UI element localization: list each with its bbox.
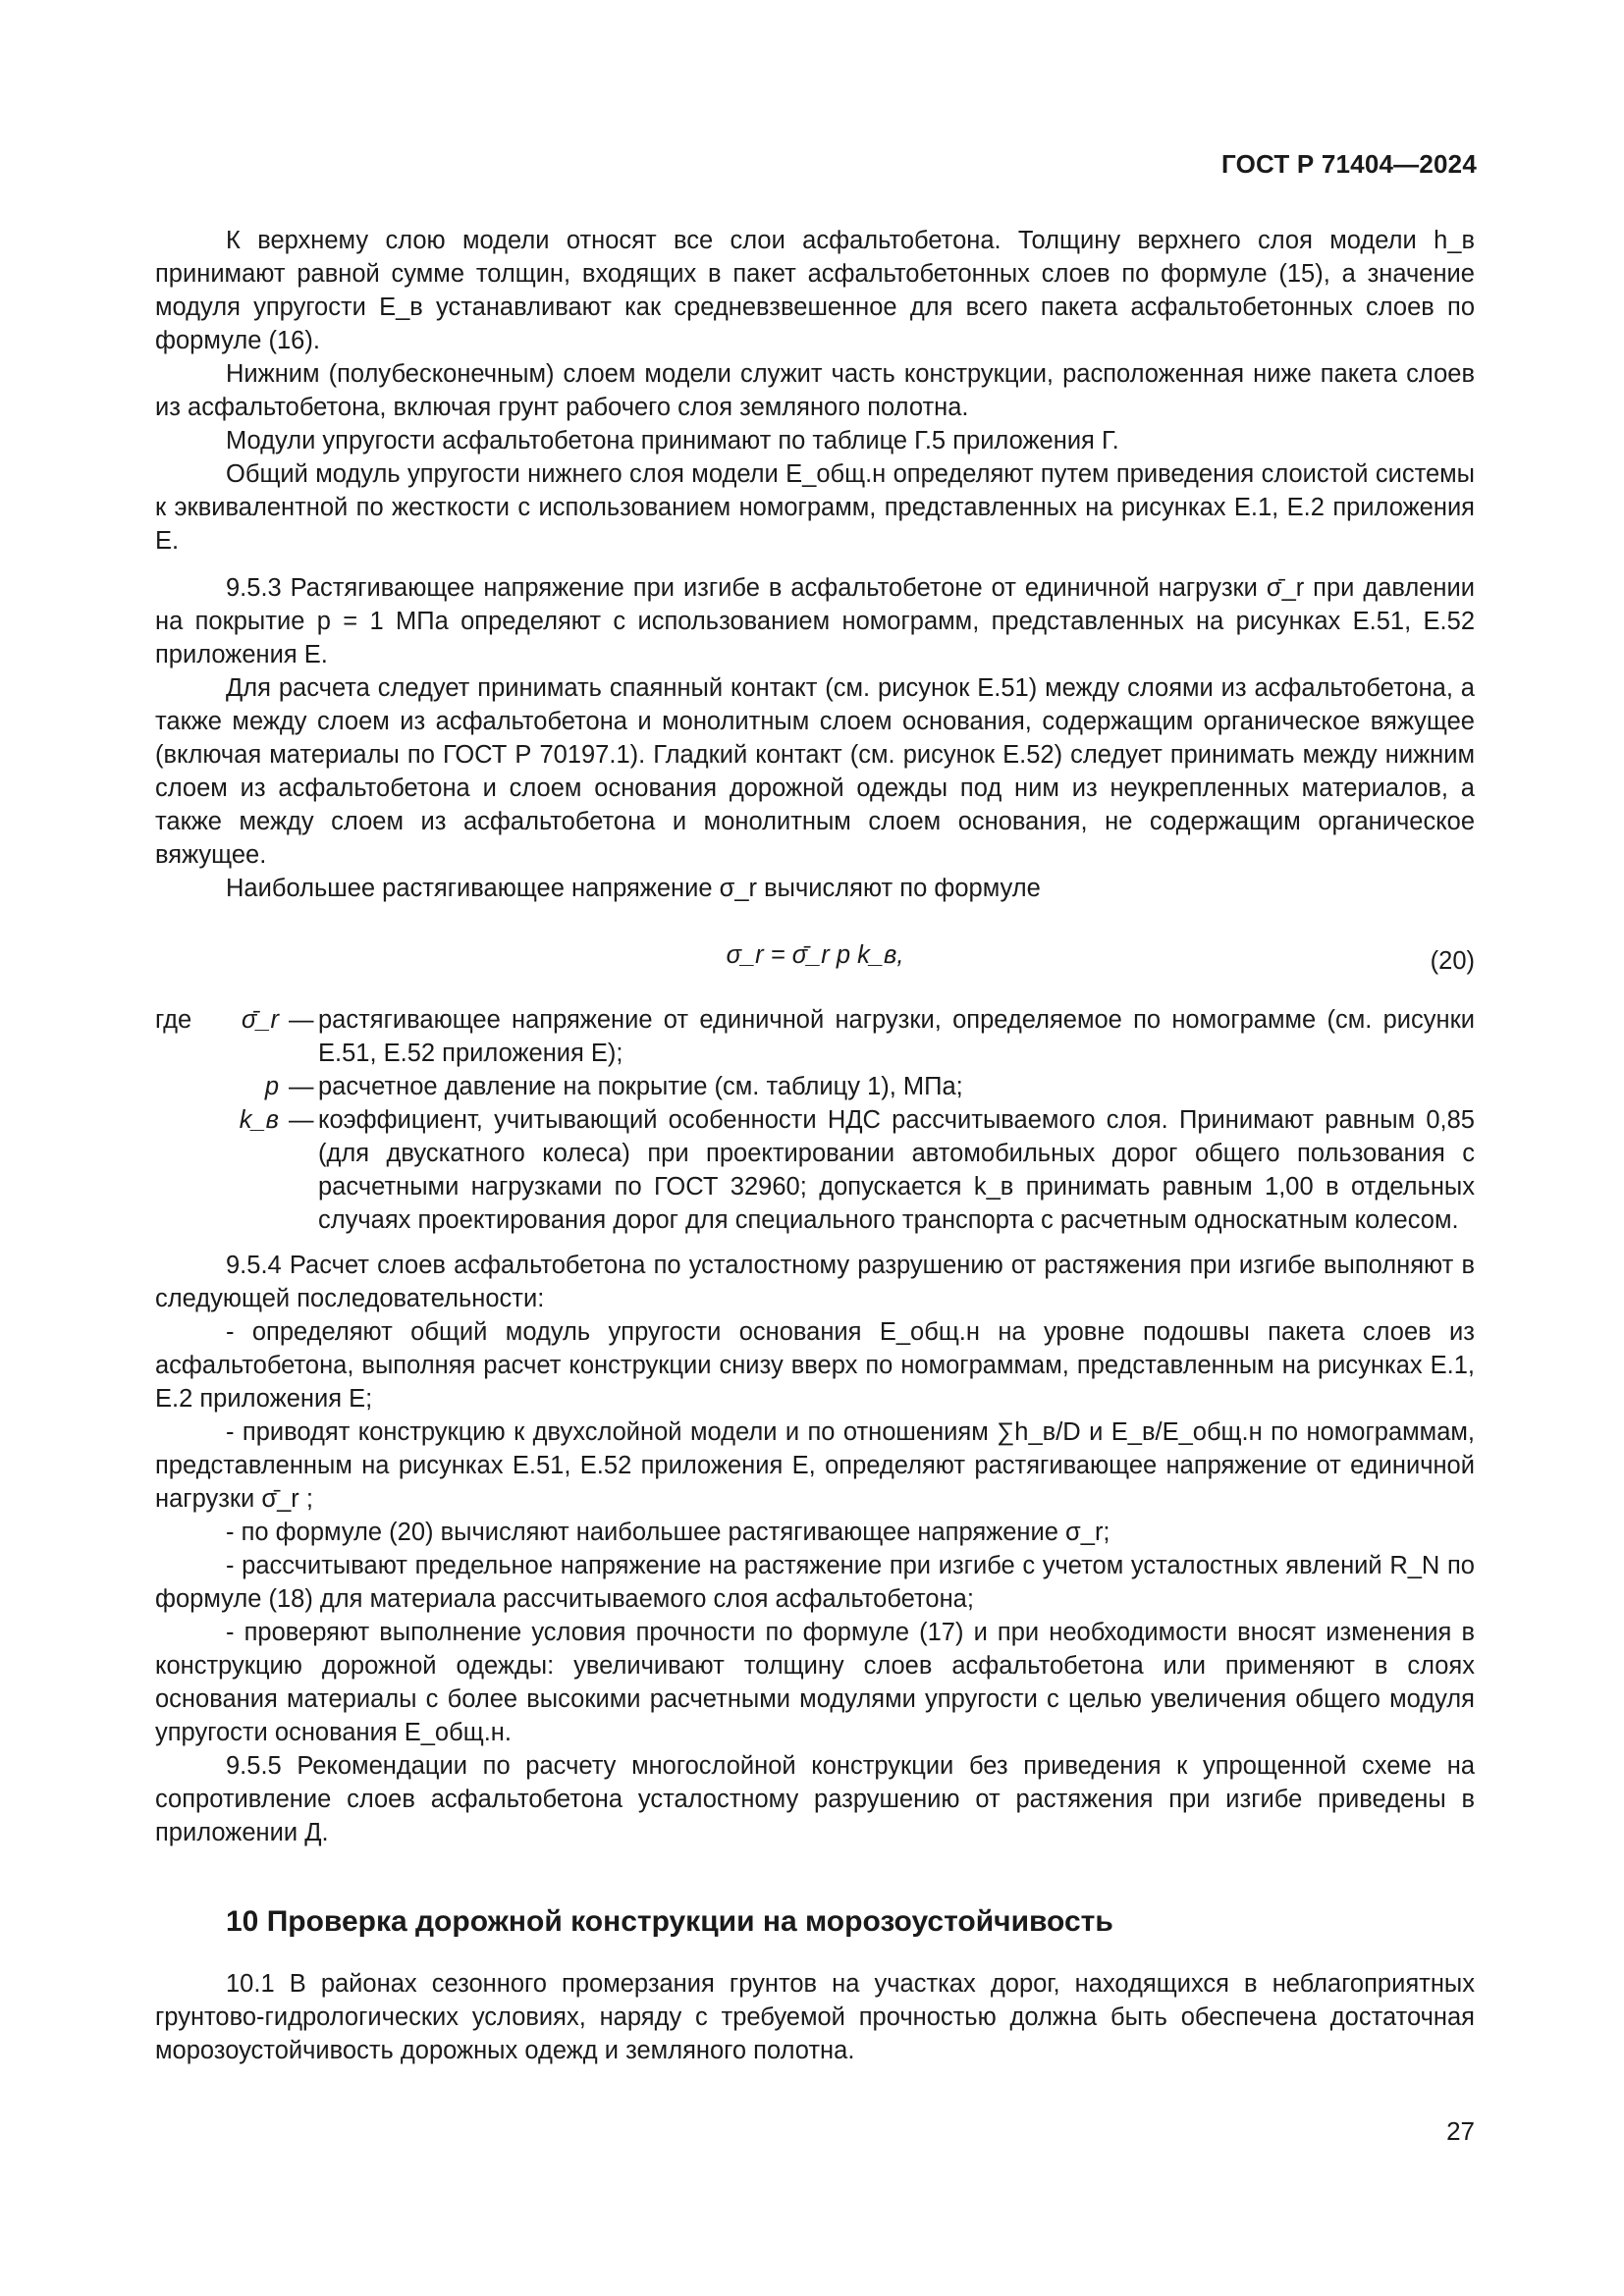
paragraph: Модули упругости асфальтобетона принимают по таблице Г.5 приложения Г. [226,427,1119,454]
definition-p: p — расчетное давление на покрытие (см. таблицу 1), МПа; [155,1070,1475,1103]
paragraph: Для расчета следует принимать спаянный контакт (см. рисунок Е.51) между слоями из асфальтобетона, а также между слоем из асфальтобетона и монолитным слоем основания, содержащим органическое вяжущее (включая материалы по ГОСТ Р 70197.1). Гладкий контакт (см. рисунок Е.52) следует принимать между нижним слоем из асфальтобетона и слоем основания дорожной одежды под ним из неукрепленных материалов, а также между слоем из асфальтобетона и монолитным слоем основания, не содержащим органическое вяжущее. [155,674,1475,869]
formula-number: (20) [1430,947,1475,975]
clause-9-5-3: 9.5.3 Растягивающее напряжение при изгибе в асфальтобетоне от единичной нагрузки σ̄_r при давлении на покрытие p = 1 МПа определяют с использованием номограмм, представленных на рисунках Е.51, Е.52 приложения Е. [155,574,1475,668]
definition-symbol: σ̄_r [241,1006,279,1034]
clause-9-5-4: 9.5.4 Расчет слоев асфальтобетона по усталостному разрушению от растяжения при изгибе выполняют в следующей последовательности: [155,1252,1475,1312]
list-item: - проверяют выполнение условия прочности по формуле (17) и при необходимости вносят изменения в конструкцию дорожной одежды: увеличивают толщину слоев асфальтобетона или применяют в слоях основания материалы с более высокими расчетными модулями упругости с целью увеличения общего модуля упругости основания E_общ.н. [155,1619,1475,1746]
formula-definitions [155,1003,1475,1237]
definition-sigma: где σ̄_r — растягивающее напряжение от единичной нагрузки, определяемое по номограмме (см. рисунки Е.51, Е.52 приложения Е); [155,1003,1475,1070]
paragraph: Наибольшее растягивающее напряжение σ_r вычисляют по формуле [226,875,1041,902]
paragraph: Общий модуль упругости нижнего слоя модели E_общ.н определяют путем приведения слоистой системы к эквивалентной по жесткости с использованием номограмм, представленных на рисунках Е.1, Е.2 приложения Е. [155,460,1475,555]
definition-symbol: k_в [239,1106,279,1134]
definition-text: коэффициент, учитывающий особенности НДС рассчитываемого слоя. Принимают равным 0,85 (для двускатного колеса) при проектировании автомобильных дорог общего пользования с расчетными нагрузками по ГОСТ 32960; допускается k_в принимать равным 1,00 в отдельных случаях проектирования дорог для специального транспорта с расчетным односкатным колесом. [318,1106,1475,1234]
definition-text: расчетное давление на покрытие (см. таблицу 1), МПа; [318,1073,963,1100]
list-item: - приводят конструкцию к двухслойной модели и по отношениям ∑h_в/D и E_в/E_общ.н по номограммам, представленным на рисунках Е.51, Е.52 приложения Е, определяют растягивающее напряжение от единичной нагрузки σ̄_r ; [155,1418,1475,1513]
list-item: - определяют общий модуль упругости основания E_общ.н на уровне подошвы пакета слоев из асфальтобетона, выполняя расчет конструкции снизу вверх по номограммам, представленным на рисунках Е.1, Е.2 приложения Е; [155,1318,1475,1413]
document-header: ГОСТ Р 71404—2024 [1221,149,1477,179]
list-item: - рассчитывают предельное напряжение на растяжение при изгибе с учетом усталостных явлений R_N по формуле (18) для материала рассчитываемого слоя асфальтобетона; [155,1552,1475,1613]
section-heading: 10 Проверка дорожной конструкции на морозоустойчивость [226,1905,1113,1938]
definition-lead: где [155,1006,192,1034]
page-number: 27 [1446,2116,1475,2146]
clause-10-1: 10.1 В районах сезонного промерзания грунтов на участках дорог, находящихся в неблагоприятных грунтово-гидрологических условиях, наряду с требуемой прочностью должна быть обеспечена достаточная морозоустойчивость дорожных одежд и земляного полотна. [155,1970,1475,2064]
document-body [155,224,1475,2067]
formula-20 [155,938,1475,978]
definition-text: растягивающее напряжение от единичной нагрузки, определяемое по номограмме (см. рисунки Е.51, Е.52 приложения Е); [318,1006,1475,1067]
paragraph: Нижним (полубесконечным) слоем модели служит часть конструкции, расположенная ниже пакета слоев из асфальтобетона, включая грунт рабочего слоя земляного полотна. [155,360,1475,421]
paragraph: К верхнему слою модели относят все слои асфальтобетона. Толщину верхнего слоя модели h_в принимают равной сумме толщин, входящих в пакет асфальтобетонных слоев по формуле (15), а значение модуля упругости E_в устанавливают как средневзвешенное для всего пакета асфальтобетонных слоев по формуле (16). [155,227,1475,354]
definition-k: k_в — коэффициент, учитывающий особенности НДС рассчитываемого слоя. Принимают равным 0,85 (для двускатного колеса) при проектировании автомобильных дорог общего пользования с расчетными нагрузками по ГОСТ 32960; допускается k_в принимать равным 1,00 в отдельных случаях проектирования дорог для специального транспорта с расчетным односкатным колесом. [155,1103,1475,1237]
definition-symbol: p [264,1073,279,1100]
formula-expression: σ_r = σ̄_r p k_в, [726,941,904,969]
list-item: - по формуле (20) вычисляют наибольшее растягивающее напряжение σ_r; [226,1519,1110,1546]
clause-9-5-5: 9.5.5 Рекомендации по расчету многослойной конструкции без приведения к упрощенной схеме на сопротивление слоев асфальтобетона усталостному разрушению от растяжения при изгибе приведены в приложении Д. [155,1752,1475,1846]
